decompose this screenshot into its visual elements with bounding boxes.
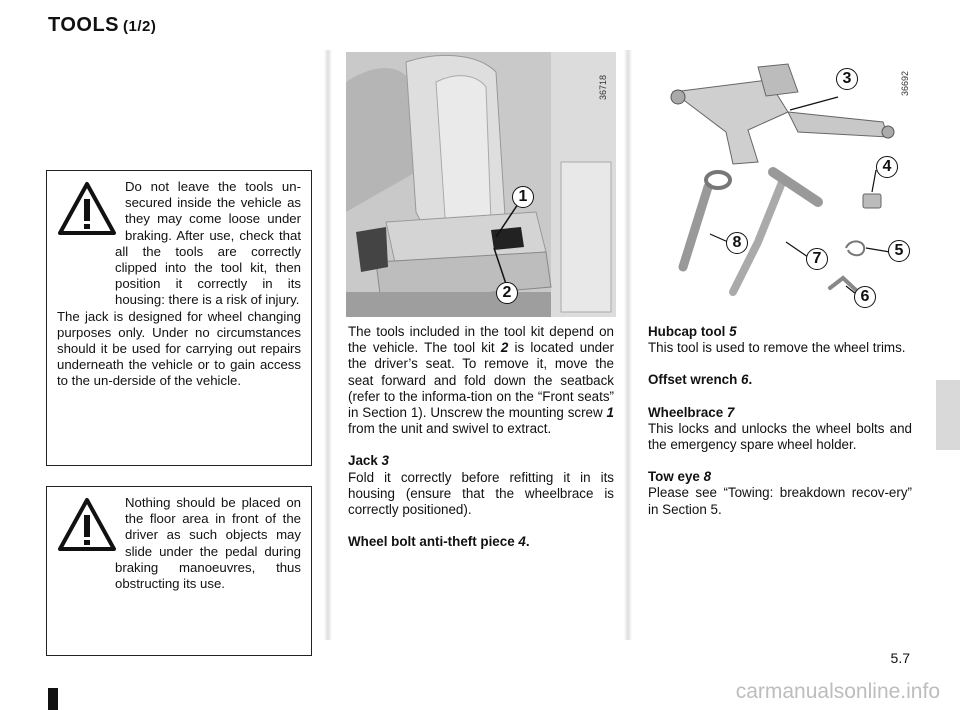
callout-5: 5 xyxy=(888,240,910,262)
column-divider-left xyxy=(324,50,332,640)
title-subtitle: (1/2) xyxy=(123,18,157,35)
brace-heading: Wheelbrace xyxy=(648,404,727,420)
hubcap-tool-drawing xyxy=(846,241,864,255)
ref-3: 3 xyxy=(381,453,389,469)
ref-7: 7 xyxy=(726,404,735,420)
warning-text-3: Nothing should be placed on the floor area in front of the driver as such objects may slide under the pedal during braking manoeuvres, thus obstructing its use. xyxy=(115,495,301,592)
towing-paragraph xyxy=(648,469,912,518)
ref-8: 8 xyxy=(703,469,712,485)
towing-text: Please see “Towing: breakdown recov-ery” in Section 5. xyxy=(648,485,912,517)
jack-text: Fold it correctly before refitting it in its housing (ensure that the wheelbrace is correctly positioned). xyxy=(348,469,614,518)
offset-dot: . xyxy=(748,372,753,388)
antitheft-paragraph xyxy=(348,534,614,550)
brace-paragraph xyxy=(648,405,912,454)
ref-2: 2 xyxy=(500,340,509,356)
callout-8: 8 xyxy=(726,232,748,254)
tools-drawing xyxy=(638,52,920,317)
ref-6: 6 xyxy=(741,372,749,388)
intro-text-a: The tools included in the tool kit depend on the vehicle. The tool kit xyxy=(348,324,614,356)
section-side-tab xyxy=(936,380,960,450)
column-divider-right xyxy=(624,50,632,640)
seat-illustration xyxy=(346,52,616,317)
callout-3: 3 xyxy=(836,68,858,90)
intro-paragraph xyxy=(348,324,614,437)
corner-mark xyxy=(48,688,58,710)
page-number: 5.7 xyxy=(890,650,910,666)
antitheft-piece-drawing xyxy=(863,194,881,208)
towing-heading: Tow eye xyxy=(648,469,704,485)
ref-5: 5 xyxy=(729,324,737,339)
warning-text-2: The jack is designed for wheel changing purposes only. Under no circumstances should it be used for carrying out repairs underneath the vehicle or to gain access to the un-derside of the vehicle. xyxy=(57,308,301,389)
brace-text: This locks and unlocks the wheel bolts and the emergency spare wheel holder. xyxy=(648,420,912,453)
offset-heading: Offset wrench xyxy=(648,372,742,388)
intro-text-b: is located under the driver’s seat. To remove it, move the seat forward and fold down the seatback (refer to the informa-tion on the “Front seats” in Section 1). Unscrew the mounting screw xyxy=(348,340,614,421)
callout-4: 4 xyxy=(876,156,898,178)
hubcap-paragraph xyxy=(648,324,912,356)
offset-paragraph xyxy=(648,372,912,388)
tools-illustration xyxy=(638,52,920,317)
figure-ref-number: 36718 xyxy=(598,74,608,100)
jack-heading: Jack xyxy=(348,453,382,469)
warning-triangle-icon xyxy=(57,497,117,553)
watermark: carmanualsonline.info xyxy=(735,680,940,703)
intro-text-c: from the unit and swivel to extract. xyxy=(348,421,552,437)
figure-ref-number: 36692 xyxy=(900,70,910,96)
ref-4: 4 xyxy=(518,534,526,550)
ref-1: 1 xyxy=(606,405,614,421)
hubcap-heading: Hubcap tool xyxy=(648,324,730,339)
callout-7: 7 xyxy=(806,248,828,270)
offset-wrench-drawing xyxy=(830,278,858,292)
middle-column xyxy=(348,324,614,566)
callout-2: 2 xyxy=(496,282,518,304)
antitheft-heading: Wheel bolt anti-theft piece xyxy=(348,534,519,550)
seat-drawing xyxy=(346,52,616,317)
jack-drawing xyxy=(671,64,894,164)
tow-eye-drawing xyxy=(683,172,730,267)
page-title xyxy=(48,14,156,37)
title-text: TOOLS xyxy=(48,14,120,36)
callout-6: 6 xyxy=(854,286,876,308)
warning-triangle-icon xyxy=(57,181,117,237)
warning-box-tools xyxy=(46,170,312,466)
jack-paragraph xyxy=(348,453,614,518)
antitheft-dot: . xyxy=(525,534,530,550)
right-column xyxy=(648,324,912,534)
callout-1: 1 xyxy=(512,186,534,208)
wheelbrace-drawing xyxy=(733,172,818,292)
warning-box-floor xyxy=(46,486,312,656)
warning-text-1: Do not leave the tools un-secured inside the vehicle as they may come loose under braking. After use, check that all the tools are correctly clipped into the tool kit, then position it correctly in its housing: there is a risk of injury. xyxy=(115,179,301,308)
hubcap-text: This tool is used to remove the wheel trims. xyxy=(648,340,906,356)
